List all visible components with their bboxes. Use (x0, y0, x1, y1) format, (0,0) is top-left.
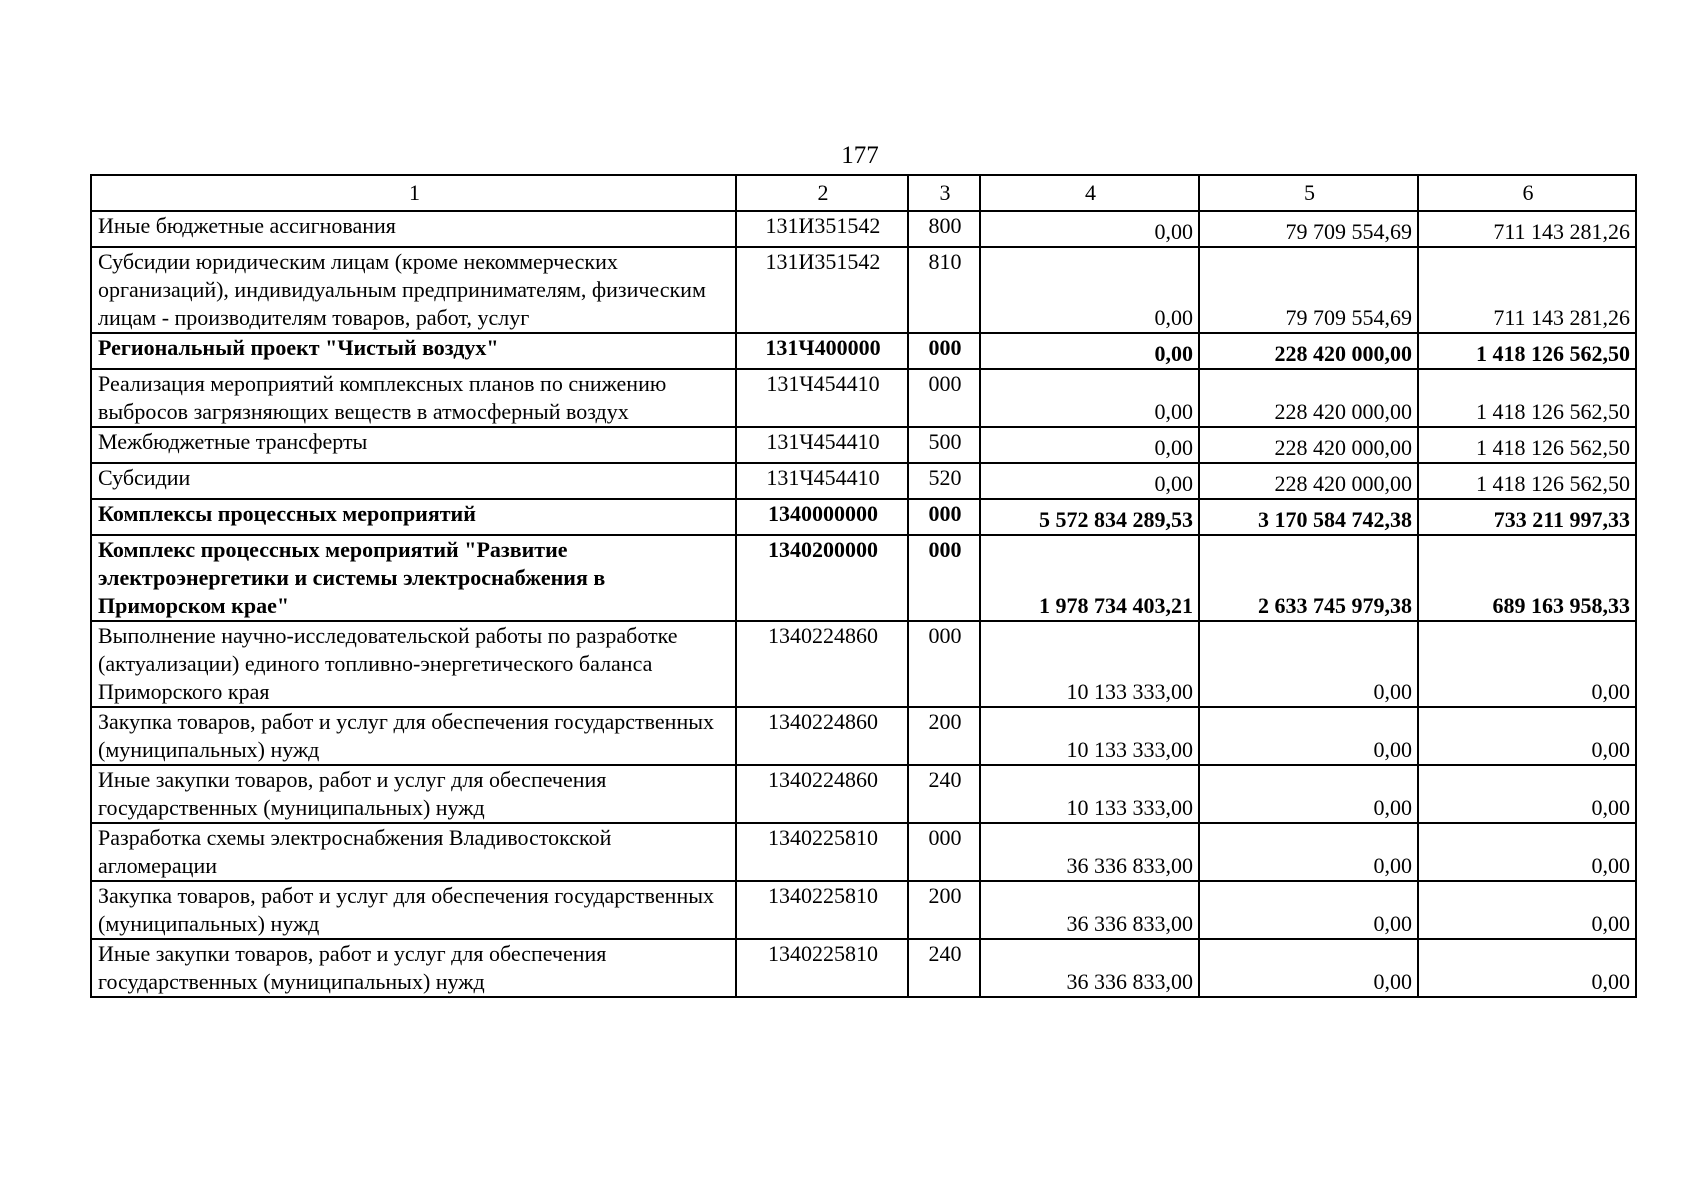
row-expense-type: 500 (908, 427, 980, 463)
table-row (91, 369, 1636, 427)
row-value-col4: 10 133 333,00 (980, 765, 1199, 823)
row-name: Закупка товаров, работ и услуг для обеспечения государственных (муниципальных) нужд (91, 881, 736, 939)
row-code: 1340224860 (736, 621, 908, 707)
row-value-col6: 1 418 126 562,50 (1418, 369, 1636, 427)
row-value-col6: 689 163 958,33 (1418, 535, 1636, 621)
row-expense-type: 000 (908, 499, 980, 535)
column-number-header: 2 (736, 175, 908, 211)
row-value-col6: 1 418 126 562,50 (1418, 427, 1636, 463)
row-value-col5: 0,00 (1199, 765, 1418, 823)
row-name: Иные закупки товаров, работ и услуг для обеспечения государственных (муниципальных) нужд (91, 765, 736, 823)
row-value-col6: 733 211 997,33 (1418, 499, 1636, 535)
row-value-col5: 0,00 (1199, 707, 1418, 765)
table-row (91, 427, 1636, 463)
row-value-col4: 10 133 333,00 (980, 707, 1199, 765)
row-expense-type: 240 (908, 765, 980, 823)
row-value-col4: 10 133 333,00 (980, 621, 1199, 707)
row-name: Субсидии (91, 463, 736, 499)
row-name: Выполнение научно-исследовательской работы по разработке (актуализации) единого топливно-энергетического баланса Приморского края (91, 621, 736, 707)
row-code: 1340225810 (736, 881, 908, 939)
row-value-col5: 0,00 (1199, 621, 1418, 707)
row-value-col5: 3 170 584 742,38 (1199, 499, 1418, 535)
row-name: Региональный проект "Чистый воздух" (91, 333, 736, 369)
row-value-col5: 2 633 745 979,38 (1199, 535, 1418, 621)
row-expense-type: 520 (908, 463, 980, 499)
row-value-col5: 228 420 000,00 (1199, 333, 1418, 369)
row-code: 1340224860 (736, 707, 908, 765)
column-number-row (91, 175, 1636, 211)
table-row (91, 333, 1636, 369)
column-number-header: 6 (1418, 175, 1636, 211)
row-name: Субсидии юридическим лицам (кроме некоммерческих организаций), индивидуальным предпринимателям, физическим лицам - производителям товаров, работ, услуг (91, 247, 736, 333)
row-value-col4: 5 572 834 289,53 (980, 499, 1199, 535)
row-value-col5: 79 709 554,69 (1199, 247, 1418, 333)
row-value-col5: 79 709 554,69 (1199, 211, 1418, 247)
row-name: Закупка товаров, работ и услуг для обеспечения государственных (муниципальных) нужд (91, 707, 736, 765)
row-code: 131Ч400000 (736, 333, 908, 369)
row-code: 1340000000 (736, 499, 908, 535)
table-row (91, 823, 1636, 881)
row-value-col5: 0,00 (1199, 939, 1418, 997)
row-expense-type: 000 (908, 333, 980, 369)
table-row (91, 211, 1636, 247)
row-value-col6: 1 418 126 562,50 (1418, 333, 1636, 369)
row-expense-type: 200 (908, 881, 980, 939)
row-value-col5: 228 420 000,00 (1199, 369, 1418, 427)
row-expense-type: 240 (908, 939, 980, 997)
row-code: 1340224860 (736, 765, 908, 823)
row-value-col5: 0,00 (1199, 823, 1418, 881)
row-value-col6: 0,00 (1418, 621, 1636, 707)
table-row (91, 765, 1636, 823)
row-name: Комплекс процессных мероприятий "Развитие электроэнергетики и системы электроснабжения в Приморском крае" (91, 535, 736, 621)
budget-table (90, 174, 1637, 998)
row-value-col5: 228 420 000,00 (1199, 463, 1418, 499)
table-row (91, 621, 1636, 707)
table-row (91, 707, 1636, 765)
row-value-col6: 711 143 281,26 (1418, 247, 1636, 333)
table-row (91, 247, 1636, 333)
table-row (91, 939, 1636, 997)
row-name: Иные закупки товаров, работ и услуг для обеспечения государственных (муниципальных) нужд (91, 939, 736, 997)
page-number: 177 (841, 142, 879, 169)
row-value-col6: 0,00 (1418, 765, 1636, 823)
row-value-col4: 1 978 734 403,21 (980, 535, 1199, 621)
row-name: Иные бюджетные ассигнования (91, 211, 736, 247)
row-code: 131И351542 (736, 247, 908, 333)
row-name: Межбюджетные трансферты (91, 427, 736, 463)
row-expense-type: 000 (908, 823, 980, 881)
row-code: 1340225810 (736, 939, 908, 997)
row-expense-type: 000 (908, 369, 980, 427)
row-value-col6: 711 143 281,26 (1418, 211, 1636, 247)
row-expense-type: 200 (908, 707, 980, 765)
row-expense-type: 000 (908, 535, 980, 621)
row-code: 131Ч454410 (736, 369, 908, 427)
column-number-header: 4 (980, 175, 1199, 211)
row-value-col6: 0,00 (1418, 823, 1636, 881)
row-value-col5: 228 420 000,00 (1199, 427, 1418, 463)
column-number-header: 5 (1199, 175, 1418, 211)
row-value-col4: 0,00 (980, 211, 1199, 247)
table-row (91, 463, 1636, 499)
row-code: 131Ч454410 (736, 463, 908, 499)
column-number-header: 1 (91, 175, 736, 211)
row-code: 1340225810 (736, 823, 908, 881)
row-code: 131Ч454410 (736, 427, 908, 463)
row-value-col4: 0,00 (980, 463, 1199, 499)
row-expense-type: 000 (908, 621, 980, 707)
table-row (91, 499, 1636, 535)
row-name: Комплексы процессных мероприятий (91, 499, 736, 535)
row-name: Реализация мероприятий комплексных планов по снижению выбросов загрязняющих веществ в атмосферный воздух (91, 369, 736, 427)
row-value-col4: 0,00 (980, 333, 1199, 369)
row-value-col6: 1 418 126 562,50 (1418, 463, 1636, 499)
row-name: Разработка схемы электроснабжения Владивостокской агломерации (91, 823, 736, 881)
table-row (91, 881, 1636, 939)
row-code: 1340200000 (736, 535, 908, 621)
row-value-col4: 0,00 (980, 427, 1199, 463)
row-expense-type: 800 (908, 211, 980, 247)
row-value-col6: 0,00 (1418, 939, 1636, 997)
column-number-header: 3 (908, 175, 980, 211)
row-expense-type: 810 (908, 247, 980, 333)
row-value-col4: 0,00 (980, 247, 1199, 333)
row-value-col4: 36 336 833,00 (980, 881, 1199, 939)
row-value-col4: 0,00 (980, 369, 1199, 427)
row-value-col4: 36 336 833,00 (980, 939, 1199, 997)
row-value-col6: 0,00 (1418, 707, 1636, 765)
row-value-col4: 36 336 833,00 (980, 823, 1199, 881)
row-code: 131И351542 (736, 211, 908, 247)
row-value-col6: 0,00 (1418, 881, 1636, 939)
table-row (91, 535, 1636, 621)
row-value-col5: 0,00 (1199, 881, 1418, 939)
